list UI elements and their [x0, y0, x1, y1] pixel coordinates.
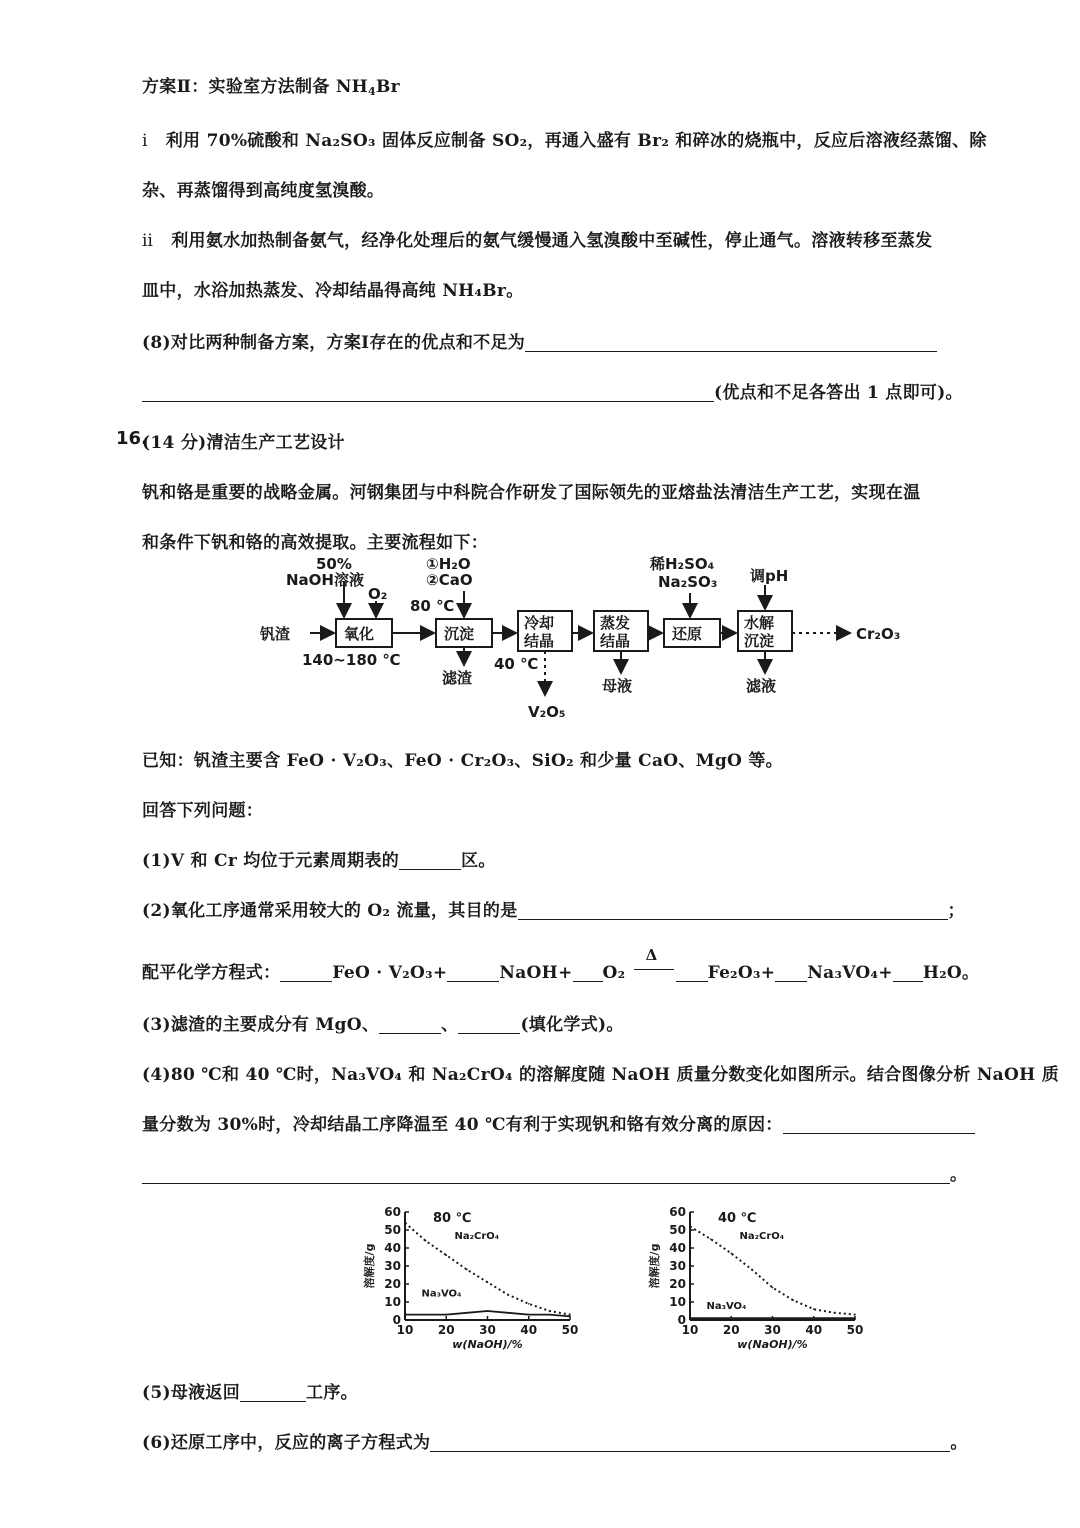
data-point: [710, 1317, 712, 1319]
eq-coef-naoh-blank[interactable]: [447, 963, 499, 982]
step1-text: 利用 70%硫酸和 Na₂SO₃ 固体反应制备 SO₂，再通入盛有 Br₂ 和碎冰的烧瓶中，反应后溶液经蒸馏、除: [165, 131, 987, 151]
data-point: [466, 1312, 468, 1314]
eq-label: 配平化学方程式：: [142, 963, 281, 983]
plan2-step2: [142, 226, 932, 251]
y-tick-label: 50: [384, 1223, 401, 1237]
question-16-title: (14 分)清洁生产工艺设计: [142, 433, 345, 453]
flow-step-cool-1: 冷却: [524, 614, 555, 632]
q2-text: (2)氧化工序通常采用较大的 O₂ 流量，其目的是: [142, 901, 518, 921]
data-point: [549, 1314, 551, 1316]
data-point: [751, 1317, 753, 1319]
x-tick-label: 20: [437, 1323, 455, 1337]
data-point: [549, 1310, 551, 1312]
q4-answer-blank[interactable]: [783, 1115, 975, 1134]
data-point: [730, 1253, 732, 1255]
y-tick-label: 10: [384, 1295, 401, 1309]
q2-tail: ；: [947, 901, 965, 921]
question-16-1: [142, 846, 496, 871]
series-label: Na₃VO₄: [421, 1288, 462, 1300]
y-tick-label: 50: [669, 1223, 686, 1237]
flow-add-cao: ②CaO: [426, 571, 473, 589]
chart-title: 40 ℃: [718, 1211, 757, 1226]
plan2-title-sub: 4: [368, 85, 377, 98]
question-8: [142, 328, 937, 353]
chart-80c: [355, 1200, 595, 1350]
step2-text-cont: 皿中，水浴加热蒸发、冷却结晶得高纯 NH₄Br。: [142, 281, 524, 301]
flow-add-na2so3: Na₂SO₃: [658, 573, 718, 591]
flow-precip-temp: 80 ℃: [410, 597, 455, 615]
chart-title: 80 ℃: [433, 1211, 472, 1226]
x-axis-label: w(NaOH)/%: [737, 1338, 808, 1350]
q5-text: (5)母液返回: [142, 1383, 241, 1403]
data-point: [834, 1317, 836, 1319]
flow-o2-label: O₂: [368, 585, 388, 603]
y-tick-label: 20: [384, 1277, 401, 1291]
data-point: [569, 1314, 571, 1316]
x-tick-label: 40: [520, 1323, 538, 1337]
data-point: [528, 1314, 530, 1316]
plan2-title-text: 方案Ⅱ：实验室方法制备 NH: [142, 77, 369, 97]
q4-text: 量分数为 30%时，冷却结晶工序降温至 40 ℃有利于实现钒和铬有效分离的原因：: [142, 1115, 783, 1135]
question-16-5: [142, 1378, 358, 1403]
q6-tail: 。: [950, 1433, 968, 1453]
q5-answer-blank[interactable]: [240, 1383, 306, 1402]
y-tick-label: 60: [384, 1205, 401, 1219]
q3-answer-blank-1[interactable]: [379, 1015, 441, 1034]
y-tick-label: 30: [669, 1259, 686, 1273]
flow-cool-temp: 40 ℃: [494, 655, 539, 673]
series-label: Na₂CrO₄: [739, 1231, 785, 1242]
step1-number: ⅰ: [142, 131, 148, 151]
plan2-title: [142, 72, 400, 98]
data-point: [445, 1254, 447, 1256]
series-line-na3vo4: [405, 1311, 570, 1316]
q8-answer-blank[interactable]: [525, 333, 937, 352]
x-tick-label: 50: [561, 1323, 579, 1337]
question-16-4: (4)80 ℃和 40 ℃时，Na₃VO₄ 和 Na₂CrO₄ 的溶解度随 NaOH 质量分数变化如图所示。结合图像分析 NaOH 质: [142, 1065, 1059, 1085]
question-16-4-cont: [142, 1110, 975, 1135]
flow-step-oxidize: 氧化: [344, 625, 375, 643]
q1-answer-blank[interactable]: [399, 851, 461, 870]
x-axis-label: w(NaOH)/%: [452, 1338, 523, 1350]
data-point: [425, 1240, 427, 1242]
question-16-number: 16.: [116, 428, 148, 449]
flow-product: Cr₂O₃: [856, 625, 901, 643]
question-16-3: [142, 1010, 624, 1035]
q5-tail: 工序。: [306, 1383, 358, 1403]
eq-coef-o2-blank[interactable]: [573, 963, 603, 982]
flow-oxidize-temp: 140~180 ℃: [302, 651, 401, 669]
data-point: [487, 1310, 489, 1312]
flow-step-cool-2: 结晶: [524, 632, 555, 650]
question-16-4-cont2: [142, 1160, 967, 1185]
data-point: [792, 1299, 794, 1301]
eq-coef-fe2o3-blank[interactable]: [676, 963, 708, 982]
y-tick-label: 60: [669, 1205, 686, 1219]
series-label: Na₂CrO₄: [454, 1231, 500, 1242]
y-tick-label: 40: [384, 1241, 401, 1255]
data-point: [507, 1312, 509, 1314]
eq-coef-h2o-blank[interactable]: [893, 963, 923, 982]
eq-feo: FeO · V₂O₃+: [332, 963, 448, 983]
q16-known: 已知：钒渣主要含 FeO · V₂O₃、FeO · Cr₂O₃、SiO₂ 和少量 CaO、MgO 等。: [142, 751, 783, 771]
chart-40c: [640, 1200, 880, 1350]
q6-text: (6)还原工序中，反应的离子方程式为: [142, 1433, 431, 1453]
eq-coef-feo-blank[interactable]: [280, 963, 332, 982]
flow-cool-out: V₂O₅: [528, 703, 566, 721]
eq-delta-label: Δ: [645, 946, 658, 964]
y-tick-label: 10: [669, 1295, 686, 1309]
x-tick-label: 40: [805, 1323, 823, 1337]
q2-answer-blank[interactable]: [518, 901, 948, 920]
y-axis-label: 溶解度/g: [363, 1243, 376, 1289]
x-tick-label: 10: [396, 1323, 414, 1337]
flow-evap-out: 母液: [602, 677, 633, 695]
plan2-title-tail: Br: [376, 77, 400, 97]
data-point: [404, 1222, 406, 1224]
data-point: [487, 1281, 489, 1283]
process-flow-diagram: [250, 553, 930, 728]
flow-step-precip: 沉淀: [444, 625, 475, 643]
y-tick-label: 20: [669, 1277, 686, 1291]
flow-naoh-label: NaOH溶液: [286, 571, 364, 589]
data-point: [854, 1317, 856, 1319]
data-point: [689, 1226, 691, 1228]
data-point: [772, 1287, 774, 1289]
data-point: [569, 1316, 571, 1318]
q3-answer-blank-2[interactable]: [458, 1015, 520, 1034]
x-tick-label: 20: [722, 1323, 740, 1337]
q16-intro-cont: 和条件下钒和铬的高效提取。主要流程如下：: [142, 533, 488, 553]
eq-coef-na3vo4-blank[interactable]: [775, 963, 807, 982]
y-axis-label: 溶解度/g: [648, 1243, 661, 1289]
q16-intro: 钒和铬是重要的战略金属。河钢集团与中科院合作研发了国际领先的亚熔盐法清洁生产工艺，实现在温: [142, 483, 921, 503]
flow-naoh-pct: 50%: [316, 555, 352, 573]
step2-number: ⅱ: [142, 231, 154, 251]
flow-step-reduce: 还原: [672, 625, 703, 643]
flow-step-hydro-1: 水解: [744, 614, 775, 632]
eq-fe2o3: Fe₂O₃+: [707, 963, 776, 983]
q1-tail: 区。: [461, 851, 496, 871]
eq-h2o: H₂O。: [922, 963, 980, 983]
question-16-2: [142, 896, 965, 921]
eq-arrow: [632, 946, 676, 980]
eq-o2: O₂: [602, 963, 626, 983]
q8-text: (8)对比两种制备方案，方案Ⅰ存在的优点和不足为: [142, 333, 526, 353]
y-tick-label: 40: [669, 1241, 686, 1255]
flow-hydro-out: 滤液: [746, 677, 777, 695]
flow-step-evap-1: 蒸发: [600, 614, 631, 632]
x-tick-label: 10: [681, 1323, 699, 1337]
y-tick-label: 0: [392, 1313, 401, 1327]
q3-tail: (填化学式)。: [520, 1015, 624, 1035]
data-point: [834, 1312, 836, 1314]
q16-answer-prompt: 回答下列问题：: [142, 801, 264, 821]
data-point: [854, 1314, 856, 1316]
data-point: [792, 1317, 794, 1319]
y-tick-label: 0: [677, 1313, 686, 1327]
q1-text: (1)V 和 Cr 均位于元素周期表的: [142, 851, 400, 871]
data-point: [730, 1317, 732, 1319]
question-8-cont: [142, 378, 963, 403]
flow-add-acid: 稀H₂SO₄: [650, 555, 715, 573]
q8-tail: (优点和不足各答出 1 点即可)。: [714, 383, 963, 403]
data-point: [813, 1308, 815, 1310]
x-tick-label: 30: [764, 1323, 781, 1337]
flow-add-h2o: ①H₂O: [426, 555, 471, 573]
step1-text-cont: 杂、再蒸馏得到高纯度氢溴酸。: [142, 181, 385, 201]
series-label: Na₃VO₄: [706, 1301, 747, 1313]
question-16-2-equation: [142, 946, 980, 983]
eq-na3vo4: Na₃VO₄+: [807, 963, 893, 983]
x-tick-label: 30: [479, 1323, 496, 1337]
data-point: [425, 1314, 427, 1316]
data-point: [689, 1317, 691, 1319]
data-point: [507, 1294, 509, 1296]
data-point: [751, 1269, 753, 1271]
q3-text: (3)滤渣的主要成分有 MgO、: [142, 1015, 380, 1035]
data-point: [445, 1314, 447, 1316]
flow-input-label: 钒渣: [260, 625, 291, 643]
flow-step-hydro-2: 沉淀: [744, 632, 775, 650]
flow-step-evap-2: 结晶: [600, 632, 631, 650]
question-16-6: [142, 1428, 968, 1453]
data-point: [772, 1317, 774, 1319]
x-tick-label: 50: [846, 1323, 864, 1337]
plan2-step1: [142, 126, 987, 151]
q3-sep: 、: [441, 1015, 459, 1035]
data-point: [466, 1269, 468, 1271]
data-point: [813, 1317, 815, 1319]
flow-precip-out: 滤渣: [442, 669, 473, 687]
eq-naoh: NaOH+: [499, 963, 573, 983]
flow-add-ph: 调pH: [750, 567, 789, 585]
data-point: [404, 1314, 406, 1316]
data-point: [528, 1303, 530, 1305]
q6-answer-blank[interactable]: [430, 1433, 950, 1452]
data-point: [710, 1238, 712, 1240]
q8-answer-blank-2[interactable]: [142, 383, 714, 402]
q4-answer-blank-2[interactable]: [142, 1165, 950, 1184]
y-tick-label: 30: [384, 1259, 401, 1273]
q4-end: 。: [950, 1165, 968, 1185]
step2-text: 利用氨水加热制备氨气，经净化处理后的氨气缓慢通入氢溴酸中至碱性，停止通气。溶液转移至蒸发: [171, 231, 933, 251]
